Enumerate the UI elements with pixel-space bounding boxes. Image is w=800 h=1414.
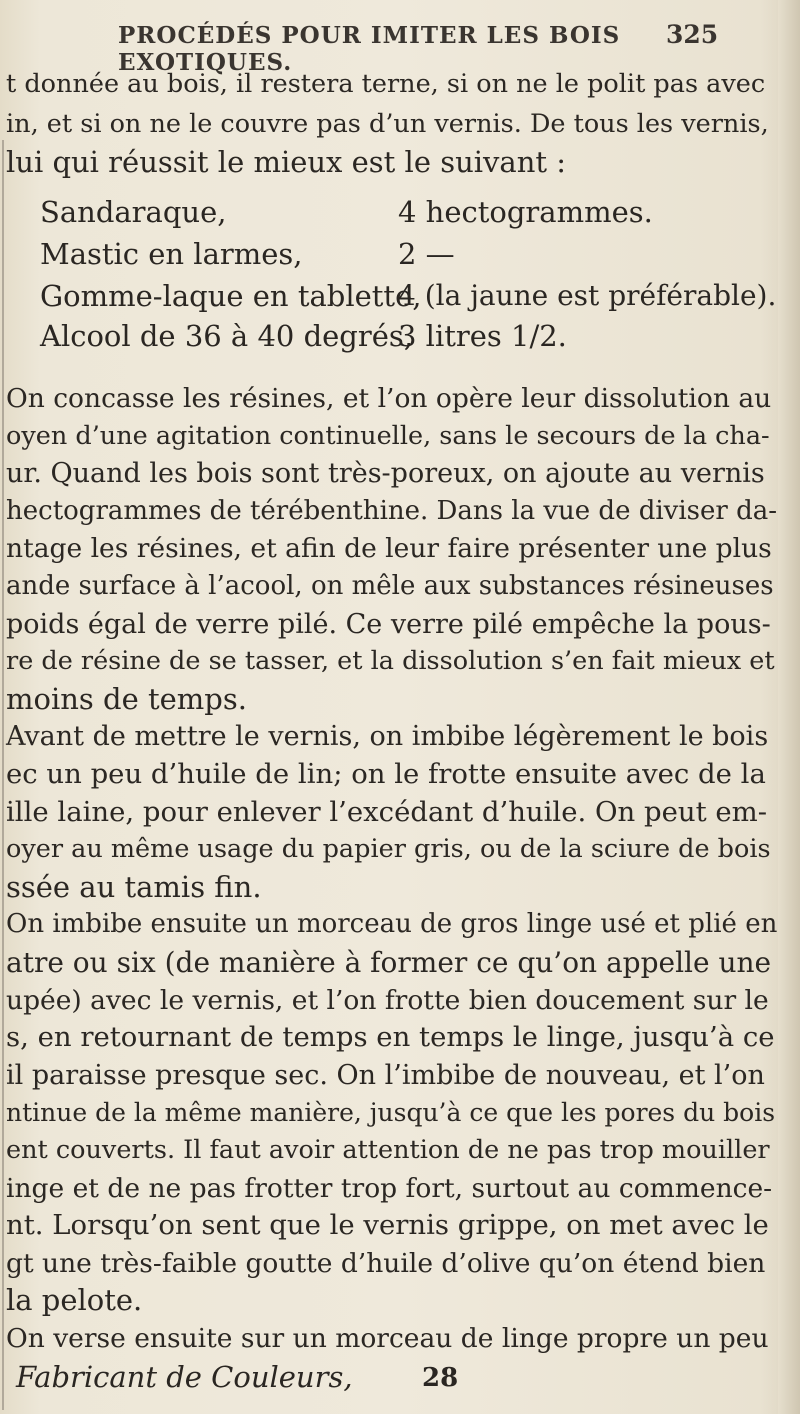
text-line: il paraisse presque sec. On l’imbibe de nouveau, et l’on: [6, 1060, 765, 1091]
text-line: lui qui réussit le mieux est le suivant :: [6, 145, 567, 179]
page-footer: [0, 1356, 800, 1400]
text-line: ille laine, pour enlever l’excédant d’huile. On peut em-: [6, 796, 768, 828]
recipe-quantity: 4 hectogrammes.: [398, 195, 653, 229]
recipe-quantity: 3 litres 1/2.: [398, 319, 567, 353]
signature-mark: Fabricant de Couleurs,: [16, 1360, 353, 1394]
recipe-ingredient: Gomme-laque en tablette,: [40, 279, 422, 313]
text-line: Avant de mettre le vernis, on imbibe légèrement le bois: [6, 721, 769, 752]
text-line: hectogrammes de térébenthine. Dans la vue de diviser da-: [6, 496, 778, 526]
recipe-row: [0, 275, 800, 317]
text-line: ssée au tamis fin.: [6, 870, 262, 904]
text-line: On concasse les résines, et l’on opère leur dissolution au: [6, 383, 772, 414]
text-line: upée) avec le vernis, et l’on frotte bien doucement sur le: [6, 985, 769, 1016]
recipe-quantity: 4 (la jaune est préférable).: [398, 279, 777, 312]
text-line: oyen d’une agitation continuelle, sans le secours de la cha-: [6, 421, 770, 451]
text-line: ur. Quand les bois sont très-poreux, on ajoute au vernis: [6, 458, 765, 489]
text-line: ec un peu d’huile de lin; on le frotte ensuite avec de la: [6, 758, 766, 790]
recipe-row: [0, 315, 800, 357]
text-line: s, en retournant de temps en temps le linge, jusqu’à ce: [6, 1021, 775, 1053]
text-line: nt. Lorsqu’on sent que le vernis grippe, on met avec le: [6, 1209, 769, 1241]
text-line: gt une très-faible goutte d’huile d’olive qu’on étend bien: [6, 1248, 766, 1279]
signature-number: 28: [422, 1363, 459, 1393]
text-line: ent couverts. Il faut avoir attention de ne pas trop mouiller: [6, 1135, 770, 1165]
text-line: moins de temps.: [6, 682, 247, 716]
recipe-ingredient: Alcool de 36 à 40 degrés,: [40, 319, 413, 353]
recipe-row: [0, 233, 800, 275]
text-line: ntinue de la même manière, jusqu’à ce que les pores du bois: [6, 1098, 776, 1127]
recipe-quantity: 2 —: [398, 237, 455, 271]
text-line: On verse ensuite sur un morceau de linge propre un peu: [6, 1323, 769, 1354]
page-number: 325: [666, 20, 719, 49]
text-line: ande surface à l’acool, on mêle aux substances résineuses: [6, 571, 774, 601]
text-line: in, et si on ne le couvre pas d’un vernis. De tous les vernis,: [6, 109, 769, 139]
text-line: inge et de ne pas frotter trop fort, surtout au commence-: [6, 1173, 773, 1204]
running-title: PROCÉDÉS POUR IMITER LES BOIS EXOTIQUES.: [118, 22, 621, 76]
text-line: oyer au même usage du papier gris, ou de la sciure de bois: [6, 834, 771, 864]
running-head: [0, 10, 800, 76]
text-line: atre ou six (de manière à former ce qu’on appelle une: [6, 946, 772, 979]
recipe-ingredient: Sandaraque,: [40, 195, 227, 229]
recipe-row: [0, 191, 800, 233]
text-line: re de résine de se tasser, et la dissolution s’en fait mieux et: [6, 646, 775, 676]
recipe-ingredient: Mastic en larmes,: [40, 237, 303, 271]
text-line: t donnée au bois, il restera terne, si on ne le polit pas avec: [6, 69, 766, 99]
text-line: On imbibe ensuite un morceau de gros linge usé et plié en: [6, 909, 778, 939]
text-line: ntage les résines, et afin de leur faire présenter une plus: [6, 533, 772, 564]
text-line: la pelote.: [6, 1283, 143, 1317]
text-line: poids égal de verre pilé. Ce verre pilé empêche la pous-: [6, 609, 771, 640]
